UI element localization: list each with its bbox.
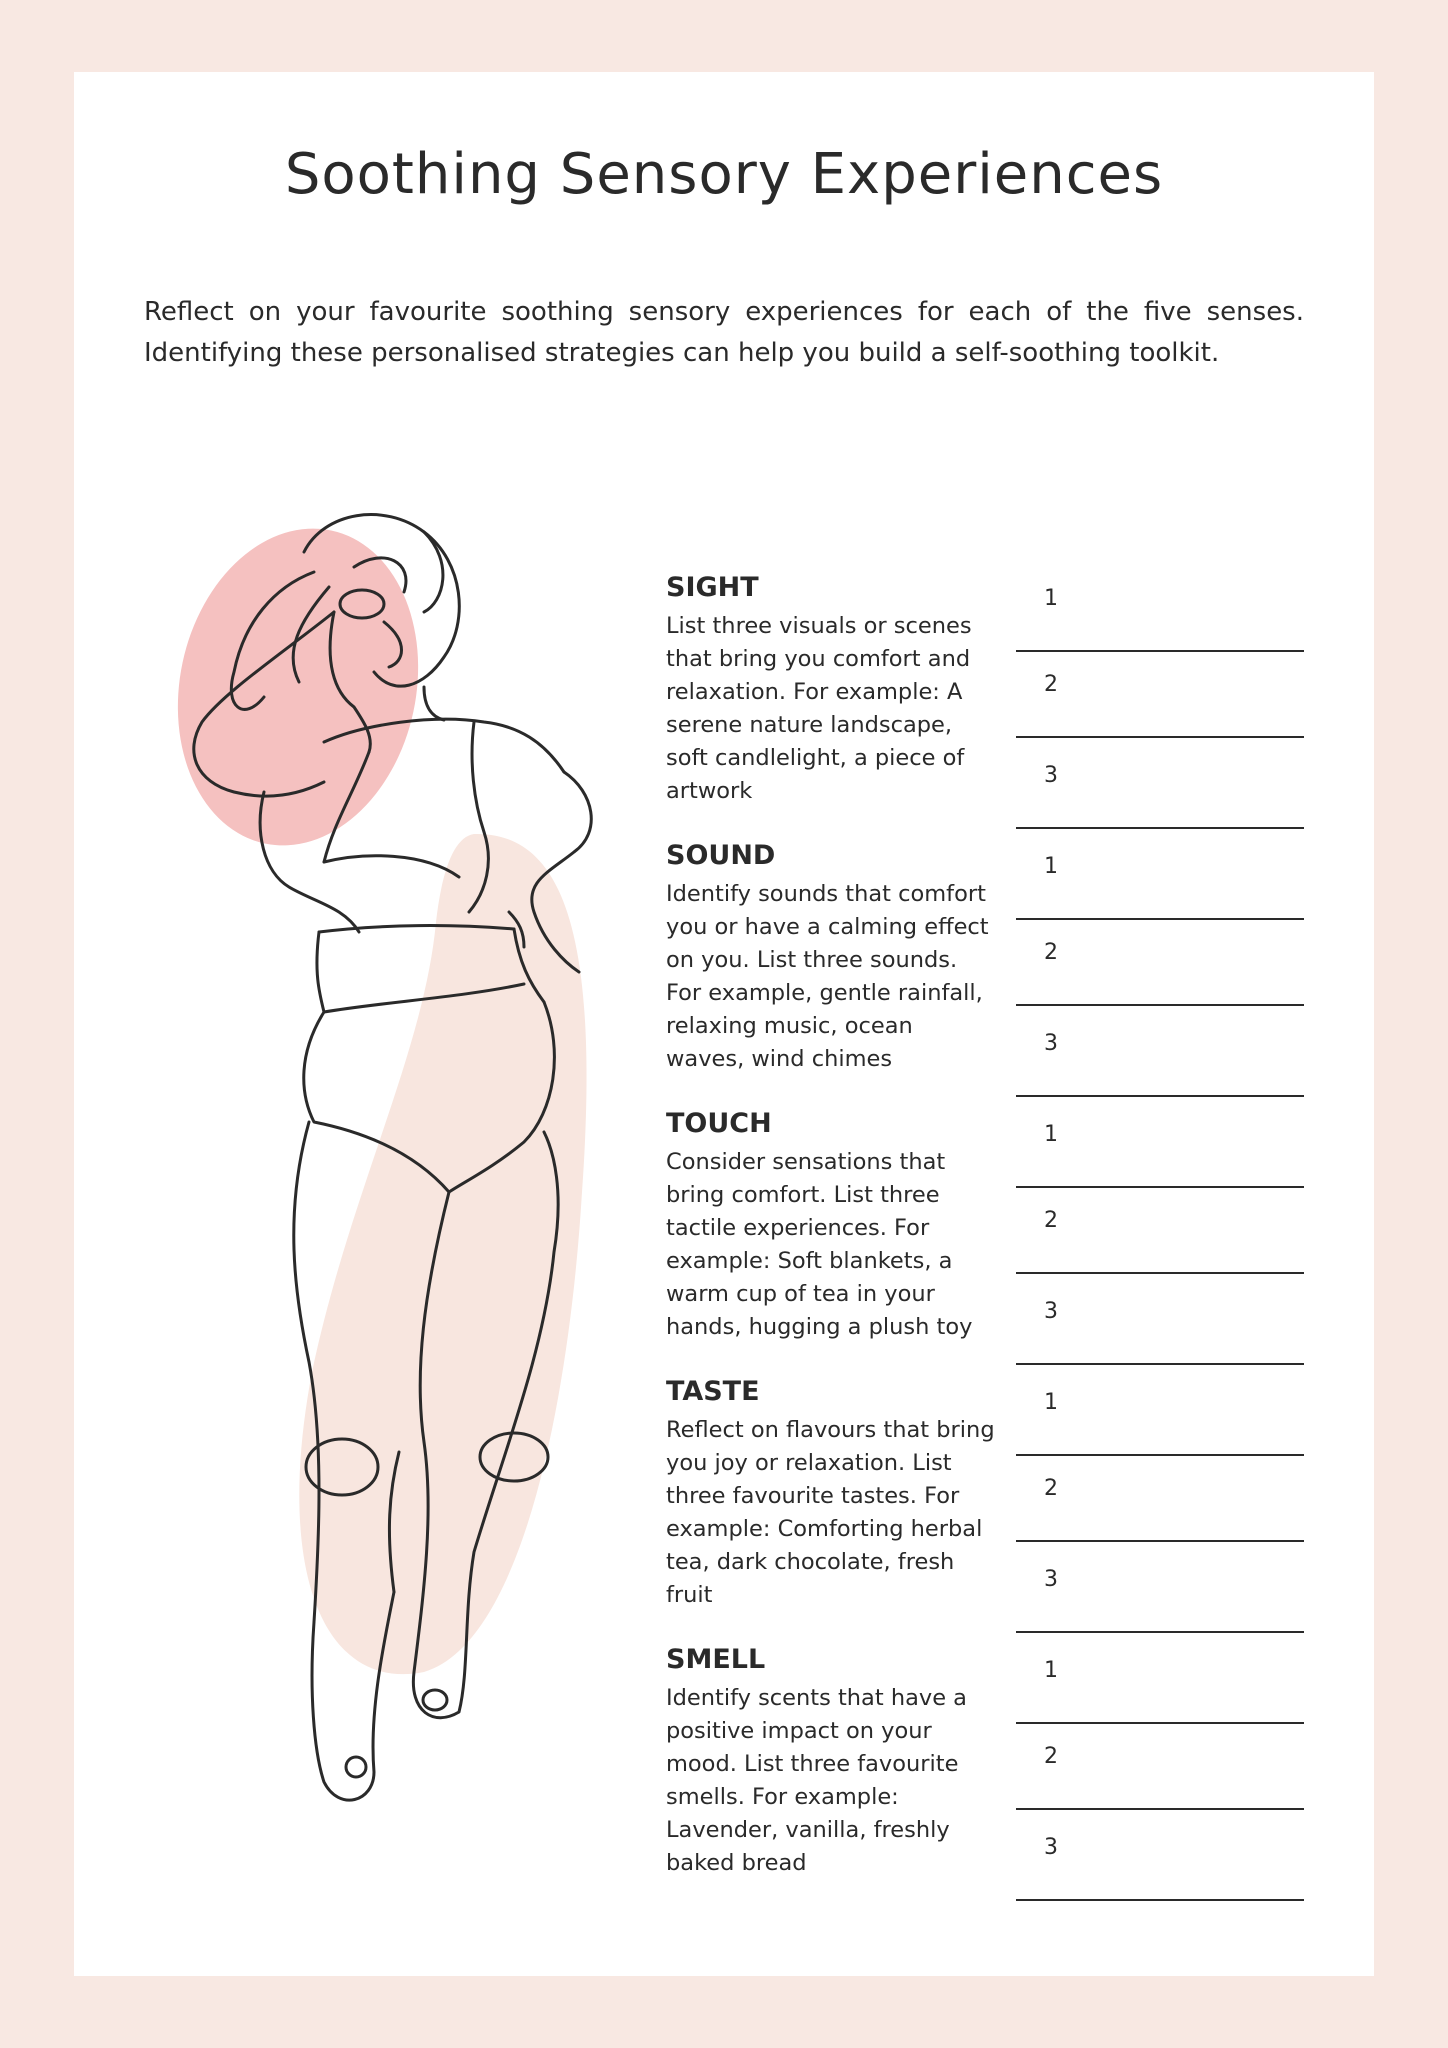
sense-description: Identify sounds that comfort you or have a calming effect on you. List three sounds. For example, gentle rainfall, relaxing music, ocean waves, wind chimes [666,881,989,1072]
sense-description: List three visuals or scenes that bring you comfort and relaxation. For example: A serene nature landscape, soft candlelight, a piece of artwork [666,613,972,804]
page-title: Soothing Sensory Experiences [284,142,1164,207]
sense-heading: SOUND [666,840,776,871]
answer-number: 1 [1044,1122,1058,1147]
sense-description: Reflect on flavours that bring you joy or relaxation. List three favourite tastes. For example: Comforting herbal tea, dark chocolate, fresh fruit [666,1417,995,1608]
answer-field[interactable] [1016,1553,1304,1633]
answer-line [1016,1363,1304,1365]
answer-field[interactable] [1016,1730,1304,1810]
sense-sight [666,572,1306,840]
answer-line [1016,1004,1304,1006]
answer-field[interactable] [1016,1462,1304,1542]
answer-number: 3 [1044,1299,1058,1324]
answer-field[interactable] [1016,1821,1304,1901]
answer-number: 1 [1044,586,1058,611]
answer-line [1016,1272,1304,1274]
answer-line [1016,1631,1304,1633]
worksheet-page [74,72,1374,1976]
answer-line [1016,1095,1304,1097]
sense-heading: TOUCH [666,1108,772,1139]
sense-heading: SIGHT [666,572,759,603]
sense-touch [666,1108,1306,1376]
body-line-illustration [124,492,684,1892]
answer-number: 2 [1044,1476,1058,1501]
answer-number: 1 [1044,854,1058,879]
sense-heading: TASTE [666,1376,760,1407]
answer-field[interactable] [1016,658,1304,738]
answer-field[interactable] [1016,749,1304,829]
answer-line [1016,1540,1304,1542]
sense-description: Consider sensations that bring comfort. List three tactile experiences. For example: Soft blankets, a warm cup of tea in your hands, hugging a plush toy [666,1149,973,1340]
answer-number: 2 [1044,672,1058,697]
answer-number: 2 [1044,1744,1058,1769]
answer-number: 3 [1044,1567,1058,1592]
sense-smell [666,1644,1306,1912]
answer-number: 3 [1044,1031,1058,1056]
answer-field[interactable] [1016,1644,1304,1724]
sense-description: Identify scents that have a positive impact on your mood. List three favourite smells. For example: Lavender, vanilla, freshly baked bread [666,1685,967,1876]
answer-line [1016,1454,1304,1456]
intro-text: Reflect on your favourite soothing sensory experiences for each of the five senses. Identifying these personalised strategies can help you build a self-soothing toolkit. [144,297,1304,368]
answer-number: 3 [1044,1835,1058,1860]
answer-number: 2 [1044,940,1058,965]
answer-field[interactable] [1016,1017,1304,1097]
answer-number: 1 [1044,1658,1058,1683]
peach-blob [299,834,586,1674]
answer-number: 2 [1044,1208,1058,1233]
answer-line [1016,650,1304,652]
answer-line [1016,1808,1304,1810]
answer-line [1016,1722,1304,1724]
senses-list [666,492,1306,1892]
answer-field[interactable] [1016,1376,1304,1456]
answer-line [1016,827,1304,829]
answer-field[interactable] [1016,840,1304,920]
answer-line [1016,1186,1304,1188]
answer-number: 3 [1044,763,1058,788]
sense-sound [666,840,1306,1108]
answer-line [1016,918,1304,920]
answer-number: 1 [1044,1390,1058,1415]
answer-line [1016,1899,1304,1901]
sense-taste [666,1376,1306,1644]
answer-field[interactable] [1016,1108,1304,1188]
answer-field[interactable] [1016,926,1304,1006]
answer-field[interactable] [1016,1194,1304,1274]
answer-field[interactable] [1016,1285,1304,1365]
answer-line [1016,736,1304,738]
sense-heading: SMELL [666,1644,766,1675]
answer-field[interactable] [1016,572,1304,652]
